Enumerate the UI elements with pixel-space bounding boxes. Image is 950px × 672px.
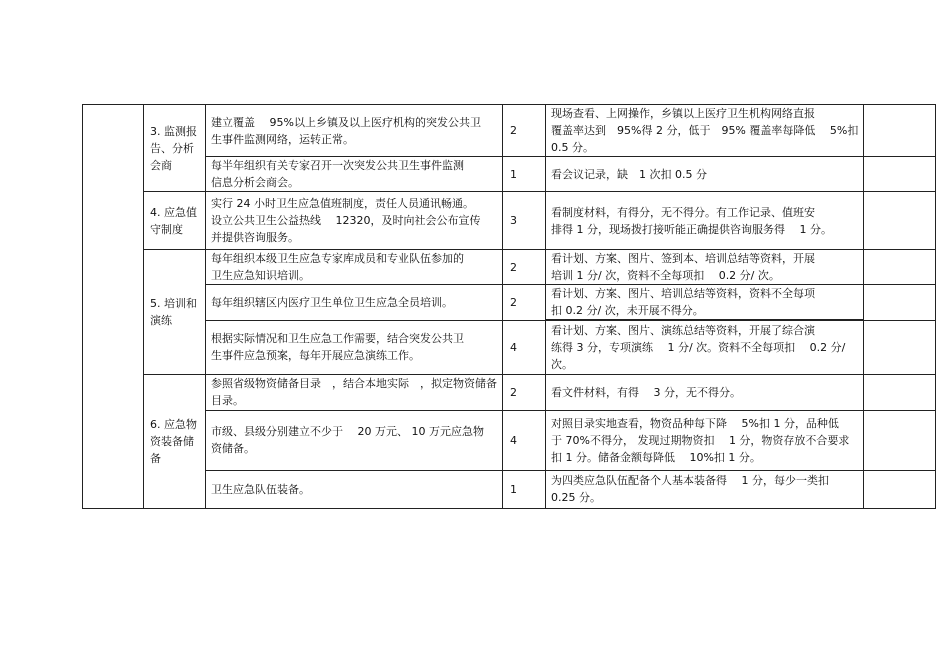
text-line: 备 (150, 451, 161, 465)
content-cell (206, 157, 503, 192)
score-cell: 3 (503, 192, 546, 250)
text-line: 资装备储 (150, 434, 194, 448)
text-line: 生事件监测网络，运转正常。 (211, 132, 354, 146)
content-cell (206, 192, 503, 250)
score-cell: 1 (503, 470, 546, 508)
method-cell (546, 192, 864, 250)
text-line: 资储备。 (211, 442, 255, 455)
content-cell (206, 285, 503, 321)
blank-left-cell (83, 105, 144, 509)
category-cell (144, 105, 206, 192)
text-line: 培训 1 分/ 次，资料不全每项扣 0.2 分/ 次。 (551, 269, 780, 282)
category-cell (144, 192, 206, 250)
text-line: 看计划、方案、图片、培训总结等资料，资料不全每项 (551, 287, 815, 300)
content-cell (206, 410, 503, 470)
text-line: 为四类应急队伍配备个人基本装备得 1 分，每少一类扣 (551, 474, 829, 487)
text-line: 每年组织本级卫生应急专家库成员和专业队伍参加的 (211, 252, 464, 265)
content-cell (206, 105, 503, 157)
score-cell: 2 (503, 105, 546, 157)
score-cell: 2 (503, 250, 546, 285)
text-line: 参照省级物资储备目录 ，结合本地实际 ，拟定物资储备 (211, 377, 497, 390)
text-line: 对照目录实地查看，物资品种每下降 5%扣 1 分，品种低 (551, 416, 839, 430)
category-cell (144, 250, 206, 375)
text-line: 扣 1 分。储备金额每降低 10%扣 1 分。 (551, 450, 761, 464)
text-line: 根据实际情况和卫生应急工作需要，结合突发公共卫 (211, 332, 464, 345)
content-cell (206, 250, 503, 285)
text-line: 生事件应急预案，每年开展应急演练工作。 (211, 349, 420, 362)
score-cell: 2 (503, 374, 546, 410)
remark-cell (864, 320, 936, 374)
text-line: 每半年组织有关专家召开一次突发公共卫生事件监测 (211, 159, 464, 172)
score-cell: 4 (503, 410, 546, 470)
content-cell (206, 470, 503, 508)
text-line: 并提供咨询服务。 (211, 231, 299, 244)
text-line: 于 70%不得分， 发现过期物资扣 1 分，物资存放不合要求 (551, 433, 850, 447)
text-line: 看文件材料，有得 3 分，无不得分。 (551, 385, 741, 399)
category-cell (144, 374, 206, 508)
content-cell (206, 374, 503, 410)
text-line: 4. 应急值 (150, 205, 197, 219)
text-line: 3. 监测报 (150, 124, 197, 138)
text-line: 练得 3 分，专项演练 1 分/ 次。资料不全每项扣 0.2 分/ (551, 340, 846, 354)
text-line: 演练 (150, 313, 172, 327)
method-cell (546, 410, 864, 470)
text-line: 设立公共卫生公益热线 12320，及时向社会公布宣传 (211, 214, 481, 227)
method-cell (546, 374, 864, 410)
table-row (83, 105, 936, 157)
text-line: 实行 24 小时卫生应急值班制度，责任人员通讯畅通。 (211, 197, 474, 210)
text-line: 0.5 分。 (551, 141, 594, 154)
text-line: 信息分析会商会。 (211, 176, 299, 189)
remark-cell (864, 157, 936, 192)
text-line: 每年组织辖区内医疗卫生单位卫生应急全员培训。 (211, 295, 453, 309)
method-cell (546, 105, 864, 157)
text-line: 0.25 分。 (551, 491, 601, 504)
text-line: 卫生应急知识培训。 (211, 269, 310, 282)
text-line: 目录。 (211, 394, 244, 407)
method-cell (546, 250, 864, 285)
remark-cell (864, 285, 936, 321)
remark-cell (864, 410, 936, 470)
text-line: 现场查看、上网操作，乡镇以上医疗卫生机构网络直报 (551, 107, 815, 120)
method-cell (546, 320, 864, 374)
score-cell: 4 (503, 320, 546, 374)
text-line: 排得 1 分，现场拨打接听能正确提供咨询服务得 1 分。 (551, 222, 832, 236)
table-row (83, 250, 936, 285)
text-line: 市级、县级分别建立不少于 20 万元、 10 万元应急物 (211, 425, 484, 438)
remark-cell (864, 374, 936, 410)
text-line: 5. 培训和 (150, 296, 197, 310)
text-line: 卫生应急队伍装备。 (211, 482, 310, 496)
text-line: 看制度材料，有得分，无不得分。有工作记录、值班安 (551, 205, 815, 219)
method-cell (546, 285, 864, 321)
text-line: 看会议记录，缺 1 次扣 0.5 分 (551, 167, 707, 181)
text-line: 守制度 (150, 222, 183, 236)
text-line: 看计划、方案、图片、演练总结等资料，开展了综合演 (551, 323, 815, 337)
table-row (83, 285, 936, 321)
table-row (83, 157, 936, 192)
text-line: 建立覆盖 95%以上乡镇及以上医疗机构的突发公共卫 (211, 115, 481, 129)
text-line: 6. 应急物 (150, 417, 197, 431)
text-line: 会商 (150, 158, 172, 172)
score-cell: 1 (503, 157, 546, 192)
remark-cell (864, 470, 936, 508)
text-line: 覆盖率达到 95%得 2 分，低于 95% 覆盖率每降低 5%扣 (551, 124, 859, 137)
text-line: 次。 (551, 357, 573, 371)
table-row (83, 192, 936, 250)
scoring-table (82, 104, 936, 509)
remark-cell (864, 192, 936, 250)
table-row (83, 470, 936, 508)
text-line: 扣 0.2 分/ 次，未开展不得分。 (551, 304, 704, 317)
method-cell (546, 157, 864, 192)
table-row (83, 374, 936, 410)
text-line: 告、分析 (150, 141, 194, 155)
remark-cell (864, 105, 936, 157)
content-cell (206, 320, 503, 374)
table-row (83, 410, 936, 470)
remark-cell (864, 250, 936, 285)
score-cell: 2 (503, 285, 546, 321)
method-cell (546, 470, 864, 508)
table-row (83, 320, 936, 374)
text-line: 看计划、方案、图片、签到本、培训总结等资料，开展 (551, 252, 815, 265)
